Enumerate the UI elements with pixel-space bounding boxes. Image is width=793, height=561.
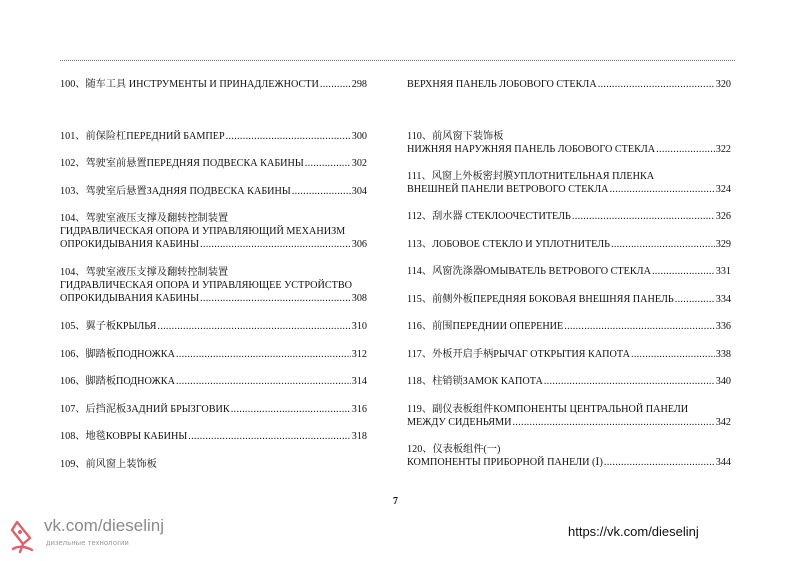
toc-entry-title: 106、脚踏板ПОДНОЖКА bbox=[60, 349, 175, 360]
toc-entry-title: КОМПОНЕНТЫ ПРИБОРНОЙ ПАНЕЛИ (Ⅰ) bbox=[407, 456, 603, 468]
toc-entry-title: ОПРОКИДЫВАНИЯ КАБИНЫ bbox=[60, 238, 200, 250]
toc-page-number: 334 bbox=[715, 294, 731, 305]
toc-page-number: 324 bbox=[715, 183, 731, 195]
watermark-title: vk.com/dieselinj bbox=[44, 516, 164, 535]
toc-entry bbox=[60, 349, 367, 362]
toc-page-number: 322 bbox=[715, 143, 731, 155]
toc-leader-dots bbox=[611, 239, 715, 252]
toc-entry-title: 110、前风窗下装饰板 bbox=[407, 131, 504, 142]
toc-entry-title: 103、驾驶室后悬置ЗАДНЯЯ ПОДВЕСКА КАБИНЫ bbox=[60, 186, 291, 197]
toc-leader-dots bbox=[320, 79, 351, 92]
toc-entry-title: 106、脚踏板ПОДНОЖКА bbox=[60, 376, 175, 387]
toc-entry-title: ВЕРХНЯЯ ПАНЕЛЬ ЛОБОВОГО СТЕКЛА bbox=[407, 79, 597, 90]
toc-entry bbox=[60, 376, 367, 389]
toc-entry-title: ВНЕШНЕЙ ПАНЕЛИ ВЕТРОВОГО СТЕКЛА bbox=[407, 183, 609, 195]
toc-entry-title: 104、驾驶室液压支撑及翻转控制装置 bbox=[60, 267, 229, 278]
toc-line bbox=[407, 444, 731, 457]
toc-leader-dots bbox=[226, 131, 351, 144]
toc-line bbox=[407, 417, 731, 430]
toc-line bbox=[60, 404, 367, 417]
toc-page-number: 302 bbox=[351, 158, 367, 169]
toc-entry-title: 107、后挡泥板ЗАДНИЙ БРЫЗГОВИК bbox=[60, 404, 230, 415]
toc-entry bbox=[407, 294, 731, 307]
toc-entry-title: 108、地毯КОВРЫ КАБИНЫ bbox=[60, 431, 188, 442]
toc-entry-title: 102、驾驶室前悬置ПЕРЕДНЯЯ ПОДВЕСКА КАБИНЫ bbox=[60, 158, 304, 169]
toc-entry bbox=[60, 321, 367, 334]
toc-entry bbox=[407, 376, 731, 389]
toc-entry-title: 105、翼子板КРЫЛЬЯ bbox=[60, 321, 157, 332]
top-dotted-rule bbox=[60, 60, 735, 61]
toc-entry bbox=[60, 186, 367, 199]
toc-line bbox=[60, 349, 367, 362]
toc-page-number: 336 bbox=[715, 321, 731, 332]
toc-line bbox=[60, 376, 367, 389]
toc-page-number: 342 bbox=[715, 416, 731, 428]
toc-line bbox=[60, 239, 367, 252]
toc-leader-dots bbox=[631, 349, 715, 362]
toc-entry-title: 117、外板开启手柄РЫЧАГ ОТКРЫТИЯ КАПОТА bbox=[407, 349, 630, 360]
toc-entry bbox=[60, 131, 367, 144]
toc-leader-dots bbox=[157, 321, 350, 334]
toc-entry bbox=[407, 404, 731, 430]
toc-line bbox=[60, 158, 367, 171]
toc-leader-dots bbox=[572, 211, 715, 224]
toc-line bbox=[407, 294, 731, 307]
toc-line bbox=[60, 79, 367, 92]
toc-leader-dots bbox=[305, 158, 351, 171]
toc-page-number: 300 bbox=[351, 131, 367, 142]
toc-entry-title: 109、前风窗上装饰板 bbox=[60, 459, 157, 470]
toc-entry-title: ГИДРАВЛИЧЕСКАЯ ОПОРА И УПРАВЛЯЮЩЕЕ УСТРОЙСТВО bbox=[60, 279, 353, 291]
toc-entry-title: 119、副仪表板组件КОМПОНЕНТЫ ЦЕНТРАЛЬНОЙ ПАНЕЛИ bbox=[407, 404, 689, 415]
toc-entry-title: 101、前保险杠ПЕРЕДНИЙ БАМПЕР bbox=[60, 131, 225, 142]
toc-line bbox=[60, 293, 367, 306]
toc-leader-dots bbox=[231, 404, 351, 417]
toc-entry bbox=[60, 213, 367, 251]
toc-entry-title: 116、前围ПЕРЕДНИИ ОПЕРЕНИЕ bbox=[407, 321, 564, 332]
toc-page-number: 340 bbox=[715, 376, 731, 387]
toc-entry bbox=[60, 158, 367, 171]
toc-page-number: 308 bbox=[351, 292, 367, 304]
toc-entry bbox=[407, 131, 731, 157]
toc-entry-title: ОПРОКИДЫВАНИЯ КАБИНЫ bbox=[60, 292, 200, 304]
toc-line bbox=[407, 184, 731, 197]
toc-entry bbox=[407, 171, 731, 197]
toc-line bbox=[60, 280, 367, 293]
toc-entry-title: ГИДРАВЛИЧЕСКАЯ ОПОРА И УПРАВЛЯЮЩИЙ МЕХАНИЗМ bbox=[60, 225, 346, 237]
toc-line bbox=[60, 213, 367, 226]
toc-line bbox=[60, 267, 367, 280]
toc-entry bbox=[60, 267, 367, 305]
toc-page-number: 331 bbox=[715, 266, 731, 277]
toc-entry bbox=[407, 211, 731, 224]
toc-line bbox=[407, 457, 731, 470]
toc-line bbox=[407, 239, 731, 252]
toc-leader-dots bbox=[656, 144, 715, 157]
toc-leader-dots bbox=[564, 321, 714, 334]
toc-entry-title: 113、ЛОБОВОЕ СТЕКЛО И УПЛОТНИТЕЛЬ bbox=[407, 239, 611, 250]
toc-leader-dots bbox=[652, 266, 715, 279]
toc-entry bbox=[407, 239, 731, 252]
toc-line bbox=[407, 144, 731, 157]
toc-entry-title: 118、柱销锁ЗАМОК КАПОТА bbox=[407, 376, 543, 387]
toc-line bbox=[407, 404, 731, 417]
toc-leader-dots bbox=[188, 431, 350, 444]
pen-nib-icon bbox=[8, 516, 38, 556]
watermark-subtitle: дизельные технологии bbox=[46, 538, 129, 547]
watermark-url: https://vk.com/dieselinj bbox=[568, 524, 699, 539]
toc-entry bbox=[407, 321, 731, 334]
toc-entry bbox=[407, 349, 731, 362]
toc-entry-title: МЕЖДУ СИДЕНЬЯМИ bbox=[407, 416, 512, 428]
toc-leader-dots bbox=[200, 293, 351, 306]
toc-leader-dots bbox=[675, 294, 715, 307]
toc-page-number: 320 bbox=[715, 79, 731, 90]
toc-entry-title: 115、前侧外板ПЕРЕДНЯЯ БОКОВАЯ ВНЕШНЯЯ ПАНЕЛЬ bbox=[407, 294, 674, 305]
toc-leader-dots bbox=[292, 186, 351, 199]
toc-line bbox=[407, 79, 731, 92]
toc-page-number: 310 bbox=[351, 321, 367, 332]
toc-line bbox=[407, 171, 731, 184]
toc-line bbox=[407, 131, 731, 144]
toc-entry bbox=[60, 404, 367, 417]
toc-page-number: 329 bbox=[715, 239, 731, 250]
toc-line bbox=[407, 349, 731, 362]
toc-line bbox=[407, 211, 731, 224]
toc-leader-dots bbox=[512, 417, 714, 430]
toc-entry-title: НИЖНЯЯ НАРУЖНЯЯ ПАНЕЛЬ ЛОБОВОГО СТЕКЛА bbox=[407, 143, 656, 155]
toc-leader-dots bbox=[176, 349, 351, 362]
page-number: 7 bbox=[393, 496, 398, 507]
toc-page-number: 298 bbox=[351, 79, 367, 90]
toc-line bbox=[407, 376, 731, 389]
toc-line bbox=[60, 431, 367, 444]
toc-page-number: 312 bbox=[351, 349, 367, 360]
toc-line bbox=[60, 186, 367, 199]
toc-page-number: 338 bbox=[715, 349, 731, 360]
toc-entry-title: 111、风窗上外板密封膜УПЛОТНИТЕЛЬНАЯ ПЛЕНКА bbox=[407, 171, 655, 182]
toc-leader-dots bbox=[610, 184, 715, 197]
toc-leader-dots bbox=[200, 239, 351, 252]
toc-line bbox=[60, 321, 367, 334]
toc-entry-title: 120、仪表板组件(一) bbox=[407, 444, 501, 455]
toc-entry bbox=[407, 79, 731, 92]
toc-entry bbox=[407, 444, 731, 470]
toc-leader-dots bbox=[598, 79, 715, 92]
toc-page-number: 304 bbox=[351, 186, 367, 197]
toc-entry bbox=[60, 79, 367, 92]
toc-leader-dots bbox=[604, 457, 715, 470]
toc-page-number: 314 bbox=[351, 376, 367, 387]
toc-line bbox=[407, 266, 731, 279]
toc-leader-dots bbox=[544, 376, 715, 389]
watermark-logo bbox=[8, 514, 178, 558]
toc-entry-title: 114、风窗洗涤器ОМЫВАТЕЛЬ ВЕТРОВОГО СТЕКЛА bbox=[407, 266, 651, 277]
toc-page-number: 306 bbox=[351, 238, 367, 250]
toc-leader-dots bbox=[176, 376, 351, 389]
toc-page-number: 326 bbox=[715, 211, 731, 222]
toc-page-number: 344 bbox=[715, 456, 731, 468]
toc-entry-title: 100、随车工具 ИНСТРУМЕНТЫ И ПРИНАДЛЕЖНОСТИ bbox=[60, 79, 319, 90]
toc-entry bbox=[407, 266, 731, 279]
toc-line bbox=[60, 131, 367, 144]
toc-entry-title: 112、刮水器 СТЕКЛООЧЕСТИТЕЛЬ bbox=[407, 211, 571, 222]
toc-entry bbox=[60, 459, 367, 472]
toc-page-number: 318 bbox=[351, 431, 367, 442]
toc-entry bbox=[60, 431, 367, 444]
toc-line bbox=[407, 321, 731, 334]
toc-line bbox=[60, 226, 367, 239]
toc-line bbox=[60, 459, 367, 472]
toc-entry-title: 104、驾驶室液压支撑及翻转控制装置 bbox=[60, 213, 229, 224]
toc-page-number: 316 bbox=[351, 404, 367, 415]
